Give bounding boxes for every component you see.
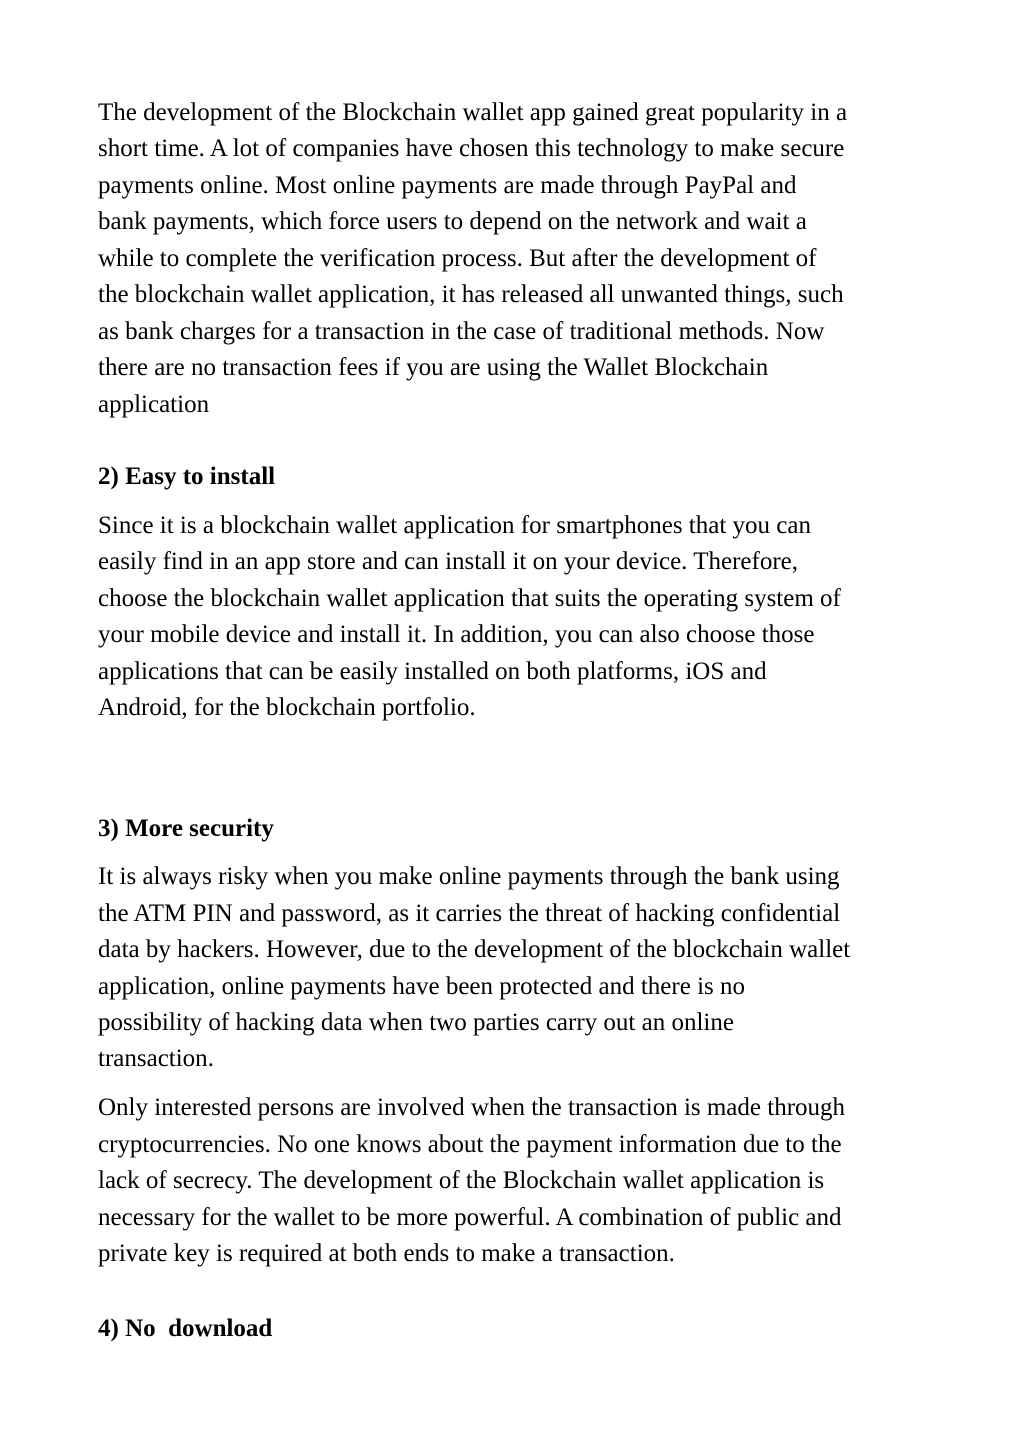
- text-line: transaction.: [98, 1045, 214, 1072]
- text-line: possibility of hacking data when two parties carry out an online: [98, 1009, 734, 1036]
- text-line: Only interested persons are involved when the transaction is made through: [98, 1094, 846, 1121]
- section-heading: 3) More security: [98, 815, 274, 842]
- text-line: application: [98, 391, 210, 418]
- text-line: application, online payments have been protected and there is no: [98, 973, 745, 1000]
- text-line: Since it is a blockchain wallet application for smartphones that you can: [98, 512, 811, 539]
- text-line: there are no transaction fees if you are using the Wallet Blockchain: [98, 354, 769, 381]
- text-line: lack of secrecy. The development of the Blockchain wallet application is: [98, 1167, 825, 1194]
- text-line: The development of the Blockchain wallet app gained great popularity in a: [98, 99, 848, 126]
- text-line: data by hackers. However, due to the development of the blockchain wallet: [98, 936, 851, 963]
- text-line: bank payments, which force users to depend on the network and wait a: [98, 208, 807, 235]
- text-line: necessary for the wallet to be more powerful. A combination of public and: [98, 1204, 842, 1231]
- section-heading: 2) Easy to install: [98, 463, 276, 490]
- text-line: applications that can be easily installed on both platforms, iOS and: [98, 658, 767, 685]
- text-line: as bank charges for a transaction in the case of traditional methods. Now: [98, 318, 825, 345]
- text-line: payments online. Most online payments are made through PayPal and: [98, 172, 797, 199]
- text-line: short time. A lot of companies have chosen this technology to make secure: [98, 135, 845, 162]
- text-line: while to complete the verification process. But after the development of: [98, 245, 817, 272]
- text-line: private key is required at both ends to make a transaction.: [98, 1240, 675, 1267]
- section-heading: 4) No download: [98, 1315, 273, 1342]
- text-line: your mobile device and install it. In addition, you can also choose those: [98, 621, 815, 648]
- text-line: easily find in an app store and can install it on your device. Therefore,: [98, 548, 798, 575]
- text-line: the blockchain wallet application, it has released all unwanted things, such: [98, 281, 844, 308]
- text-line: It is always risky when you make online payments through the bank using: [98, 863, 840, 890]
- text-line: Android, for the blockchain portfolio.: [98, 694, 476, 721]
- text-line: cryptocurrencies. No one knows about the payment information due to the: [98, 1131, 842, 1158]
- text-line: choose the blockchain wallet application that suits the operating system of: [98, 585, 841, 612]
- text-line: the ATM PIN and password, as it carries the threat of hacking confidential: [98, 900, 841, 927]
